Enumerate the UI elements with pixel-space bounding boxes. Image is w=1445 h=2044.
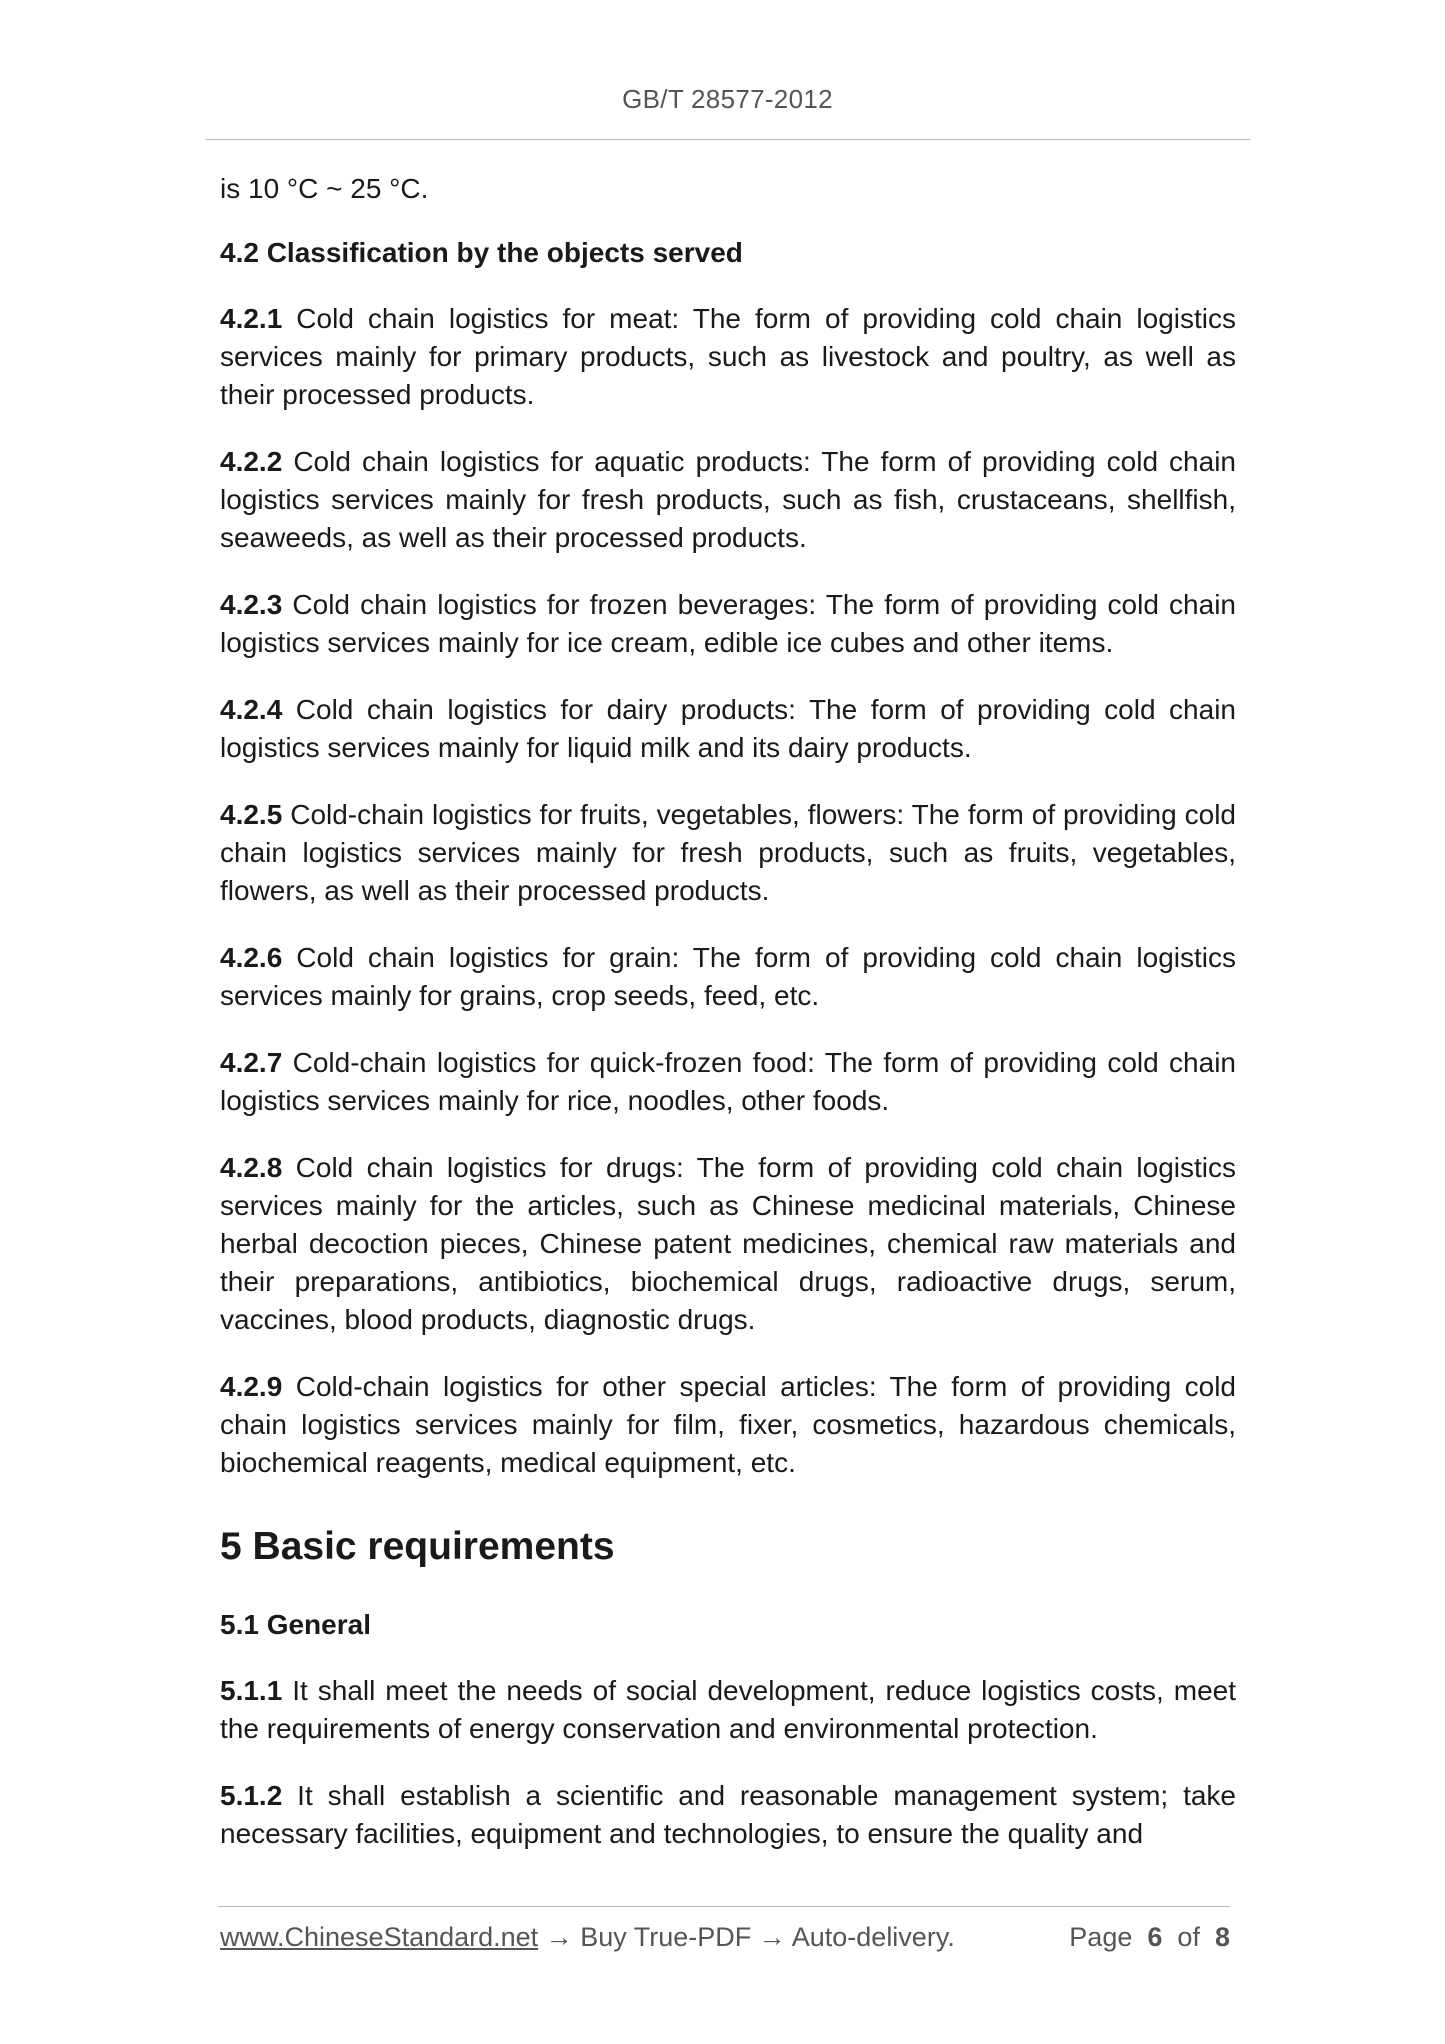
continued-paragraph: is 10 °C ~ 25 °C. (220, 173, 429, 204)
page-label: Page (1069, 1922, 1133, 1952)
total-pages-number: 8 (1214, 1922, 1230, 1952)
of-label: of (1177, 1922, 1200, 1952)
footer-promo-text: → Buy True-PDF → Auto-delivery. (538, 1922, 955, 1952)
clause-text: Cold-chain logistics for fruits, vegetables, flowers: The form of providing cold chain logistics services mainly for fresh products, such as fruits, vegetables, flowers, as well as their processed products. (220, 799, 1236, 906)
clause-number: 4.2.7 (220, 1047, 283, 1078)
clause-4-2-7 (220, 1044, 1236, 1120)
clause-number: 4.2.4 (220, 694, 283, 725)
page-content (220, 170, 1236, 1882)
clause-4-2-5 (220, 796, 1236, 910)
clause-text: Cold chain logistics for grain: The form of providing cold chain logistics services mainly for grains, crop seeds, feed, etc. (220, 942, 1236, 1011)
website-link[interactable]: www.ChineseStandard.net (220, 1922, 539, 1952)
clause-4-2-3 (220, 586, 1236, 662)
clause-4-2-6 (220, 939, 1236, 1015)
clause-number: 4.2.2 (220, 446, 283, 477)
clause-number: 4.2.6 (220, 942, 283, 973)
clause-text: It shall meet the needs of social development, reduce logistics costs, meet the requirements of energy conservation and environmental protection. (220, 1675, 1236, 1744)
clause-text: Cold chain logistics for frozen beverages: The form of providing cold chain logistics services mainly for ice cream, edible ice cubes and other items. (220, 589, 1236, 658)
clause-text: Cold chain logistics for dairy products: The form of providing cold chain logistics services mainly for liquid milk and its dairy products. (220, 694, 1236, 763)
clause-text: Cold-chain logistics for quick-frozen food: The form of providing cold chain logistics services mainly for rice, noodles, other foods. (220, 1047, 1236, 1116)
heading-5-1: 5.1 General (220, 1609, 371, 1640)
clause-number: 4.2.5 (220, 799, 283, 830)
clause-text: It shall establish a scientific and reasonable management system; take necessary facilities, equipment and technologies, to ensure the quality and (220, 1780, 1236, 1849)
clause-number: 5.1.2 (220, 1780, 283, 1811)
clause-4-2-9 (220, 1368, 1236, 1482)
clause-number: 4.2.8 (220, 1152, 283, 1183)
clause-number: 4.2.1 (220, 303, 283, 334)
clause-4-2-8 (220, 1149, 1236, 1339)
clause-5-1-2 (220, 1777, 1236, 1853)
clause-5-1-1 (220, 1672, 1236, 1748)
clause-4-2-4 (220, 691, 1236, 767)
clause-text: Cold chain logistics for aquatic products: The form of providing cold chain logistics services mainly for fresh products, such as fish, crustaceans, shellfish, seaweeds, as well as their processed products. (220, 446, 1236, 553)
clause-text: Cold chain logistics for meat: The form of providing cold chain logistics services mainly for primary products, such as livestock and poultry, as well as their processed products. (220, 303, 1236, 410)
clause-number: 5.1.1 (220, 1675, 283, 1706)
heading-4-2: 4.2 Classification by the objects served (220, 237, 743, 268)
footer-divider (218, 1906, 1230, 1907)
heading-section-5: 5 Basic requirements (220, 1525, 615, 1568)
header-divider (205, 139, 1250, 140)
clause-number: 4.2.3 (220, 589, 283, 620)
clause-text: Cold-chain logistics for other special articles: The form of providing cold chain logistics services mainly for film, fixer, cosmetics, hazardous chemicals, biochemical reagents, medical equipment, etc. (220, 1371, 1236, 1478)
clause-text: Cold chain logistics for drugs: The form of providing cold chain logistics services mainly for the articles, such as Chinese medicinal materials, Chinese herbal decoction pieces, Chinese patent medicines, chemical raw materials and their preparations, antibiotics, biochemical drugs, radioactive drugs, serum, vaccines, blood products, diagnostic drugs. (220, 1152, 1236, 1335)
page-footer (220, 1922, 1230, 1953)
clause-4-2-2 (220, 443, 1236, 557)
page-header-title: GB/T 28577-2012 (622, 84, 833, 114)
clause-number: 4.2.9 (220, 1371, 283, 1402)
footer-promo (220, 1922, 955, 1953)
current-page-number: 6 (1147, 1922, 1163, 1952)
clause-4-2-1 (220, 300, 1236, 414)
page-indicator (1069, 1922, 1230, 1953)
